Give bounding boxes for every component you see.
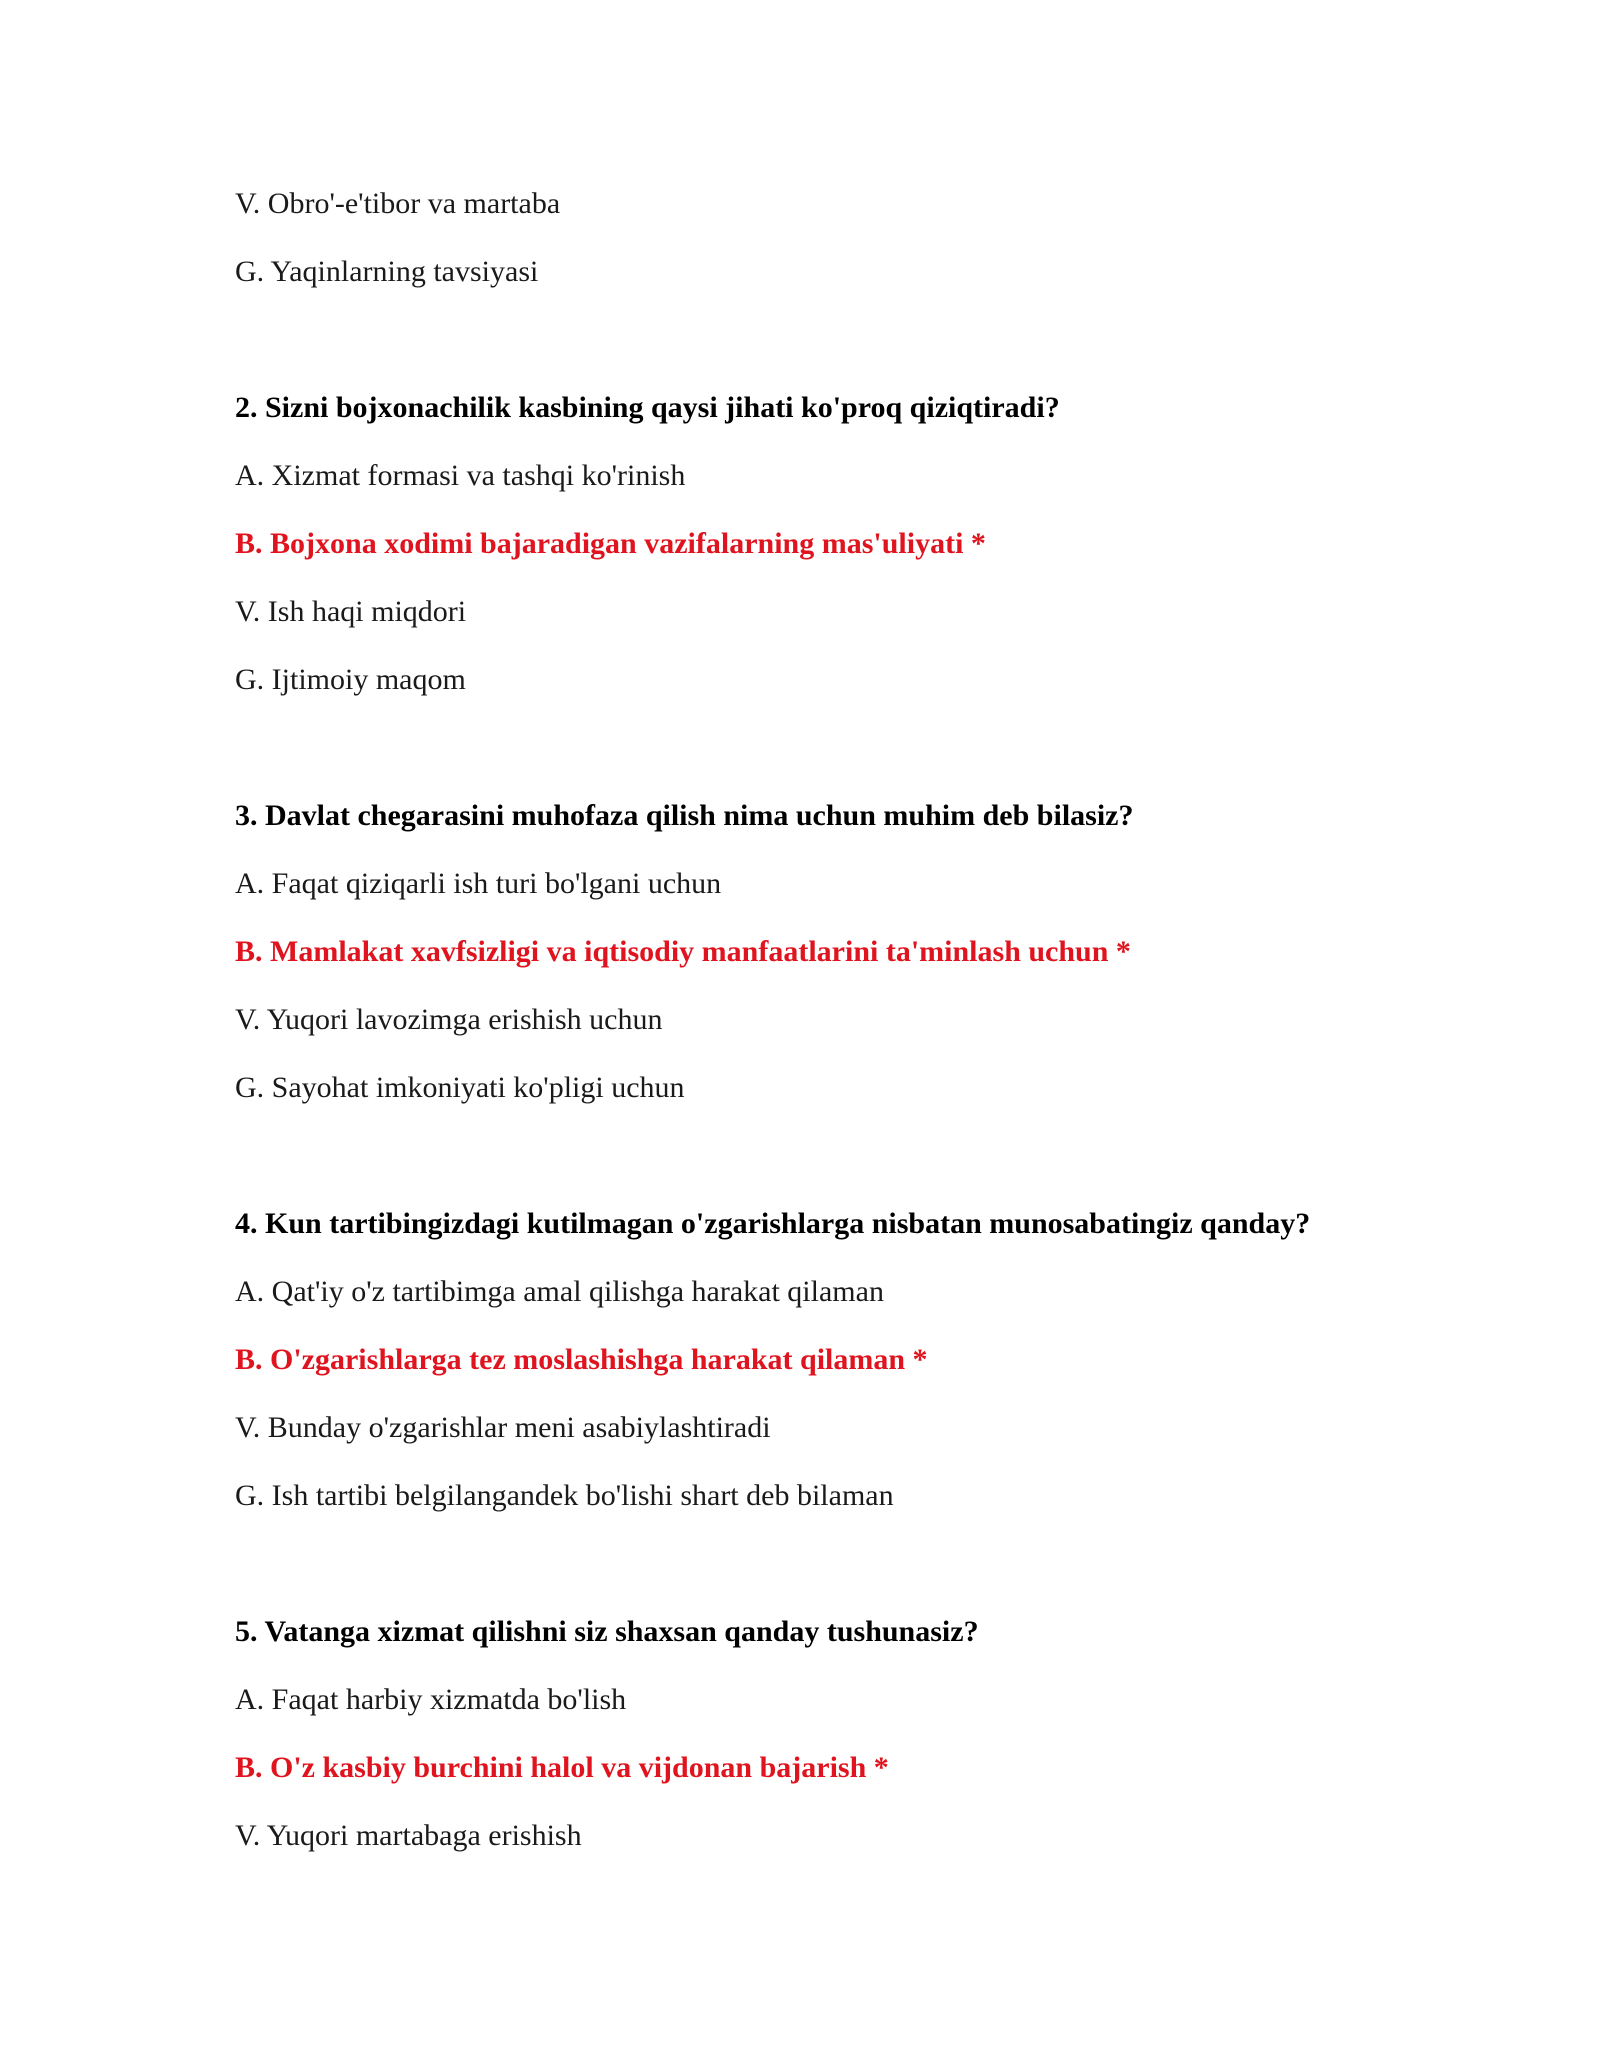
option-b-correct: B. O'zgarishlarga tez moslashishga harakat qilaman * [235,1343,928,1376]
option-b-correct: B. Bojxona xodimi bajaradigan vazifalarning mas'uliyati * [235,527,986,560]
option-v: V. Obro'-e'tibor va martaba [235,187,561,220]
option-b-correct: B. Mamlakat xavfsizligi va iqtisodiy manfaatlarini ta'minlash uchun * [235,935,1131,968]
question-text: 3. Davlat chegarasini muhofaza qilish nima uchun muhim deb bilasiz? [235,799,1134,832]
spacer [235,1544,1475,1612]
question-3 [235,796,1475,1108]
option-v: V. Yuqori martabaga erishish [235,1819,582,1852]
spacer [235,320,1475,388]
option-v: V. Ish haqi miqdori [235,595,467,628]
spacer [235,728,1475,796]
question-2 [235,388,1475,700]
option-a: A. Qat'iy o'z tartibimga amal qilishga harakat qilaman [235,1275,884,1308]
question-text: 5. Vatanga xizmat qilishni siz shaxsan qanday tushunasiz? [235,1615,979,1648]
option-a: A. Faqat harbiy xizmatda bo'lish [235,1683,627,1716]
option-a: A. Xizmat formasi va tashqi ko'rinish [235,459,686,492]
option-v: V. Yuqori lavozimga erishish uchun [235,1003,663,1036]
option-g: G. Sayohat imkoniyati ko'pligi uchun [235,1071,685,1104]
option-g: G. Yaqinlarning tavsiyasi [235,255,539,288]
option-a: A. Faqat qiziqarli ish turi bo'lgani uchun [235,867,722,900]
option-b-correct: B. O'z kasbiy burchini halol va vijdonan bajarish * [235,1751,889,1784]
spacer [235,1136,1475,1204]
document-page [235,184,1475,1884]
option-g: G. Ish tartibi belgilangandek bo'lishi shart deb bilaman [235,1479,894,1512]
question-1-continued [235,184,1475,292]
question-text: 4. Kun tartibingizdagi kutilmagan o'zgarishlarga nisbatan munosabatingiz qanday? [235,1207,1311,1240]
option-g: G. Ijtimoiy maqom [235,663,466,696]
question-4 [235,1204,1475,1516]
option-v: V. Bunday o'zgarishlar meni asabiylashtiradi [235,1411,771,1444]
question-5 [235,1612,1475,1856]
question-text: 2. Sizni bojxonachilik kasbining qaysi jihati ko'proq qiziqtiradi? [235,391,1060,424]
